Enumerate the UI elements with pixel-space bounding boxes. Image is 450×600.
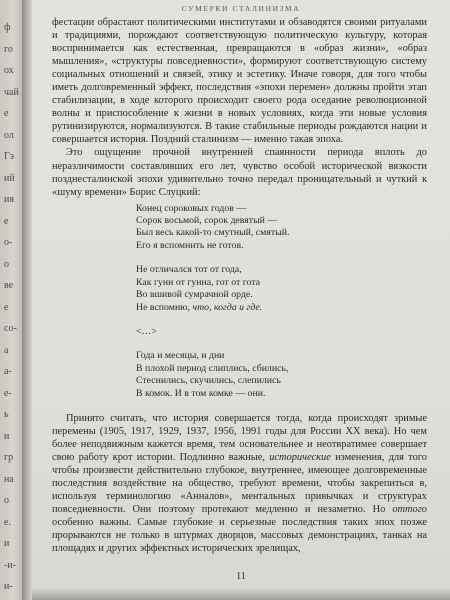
poem-italic-text: что, когда и где. [192, 301, 263, 313]
left-page-fragment: а- [4, 366, 12, 377]
book-page [32, 0, 450, 600]
italic-text: исторические [269, 452, 331, 464]
poem-line: Не отличался тот от года, [136, 264, 242, 276]
left-page-fragment: о [4, 258, 9, 270]
italic-text: оттого [392, 504, 427, 516]
poem-line-text: Не вспомню, [136, 301, 193, 313]
left-page-fragment: ий [4, 172, 15, 184]
paragraph-3 [52, 412, 427, 556]
left-page-fragment: и- [4, 581, 13, 592]
page-shadow [32, 588, 450, 600]
paragraph-3-text: Принято считать, что история совершается тогда, когда происходят зримые перемены (1905, 1917, 1929, 1937, 1956, 1991 годы для России XX века). Но чем более неподвижным кажется время, тем основательнее и неотвратимее совершает свою работу крот истории. Подлинно важные, [52, 412, 427, 464]
running-head: СУМЕРКИ СТАЛИНИЗМА [181, 4, 301, 13]
poem-line: Конец сороковых годов — [136, 202, 247, 214]
left-page-fragment: и [4, 538, 10, 549]
left-page-fragment: е [4, 215, 9, 227]
paragraph-3-text: изменения, для того чтобы произвести действительно глубокое, внутреннее, имеющее долговременные последствия воздействие на общество, требуют времени, чтобы закрепиться в, используя терминологию «Анналов», ментальных привычках и структурах повседневности. Они поэтому протекают медленно и незаметно. Но [52, 452, 427, 516]
poem-stanza-3 [136, 350, 427, 400]
left-page-fragment: о- [4, 237, 13, 248]
left-page-fragment: ве [4, 280, 14, 291]
left-page-fragment: гр [4, 452, 14, 463]
left-page-fragment: со- [4, 323, 17, 334]
body-text [52, 16, 427, 555]
paragraph-1: фестации обрастают политическими институтами и обзаводятся своими ритуалами и традициями, порождают соответствующую политическую культуру, которая воспринимается как естественная, превращаются в «образ жизни», «образ мышления», «структуры повседневности», формируют соответствующую систему социальных отношений и связей, этику и эстетику. Иначе говоря, для того чтобы иметь долговременный эффект, последствия «эпохи перемен» должны пройти этап стабилизации, в ходе которого происходит своего рода оседание революционной волны и приспособление к жизни в новых условиях, когда эти новые условия рутинизируются, нормализуются. В такие стабильные периоды рождаются нации и совершается история. Поздний сталинизм — именно такая эпоха. [52, 17, 427, 146]
left-page-edge [0, 0, 22, 600]
left-page-fragment: ь [4, 409, 9, 420]
left-page-fragment: и [4, 430, 10, 442]
poem-line: Как гунн от гунна, гот от гота [136, 276, 261, 288]
left-page-fragment: ия [4, 194, 14, 205]
poem-line: Во вшивой сумрачной орде. [136, 289, 253, 301]
left-page-fragment: ф [4, 22, 11, 33]
poem-line: Сорок восьмой, сорок девятый — [136, 215, 278, 227]
book-gutter [22, 0, 32, 600]
left-page-fragment: на [4, 473, 14, 485]
poem-line: Года и месяцы, и дни [136, 350, 225, 362]
left-page-fragment: Гэ [4, 151, 15, 162]
poem-line: Его я вспомнить не готов. [136, 239, 244, 251]
poem-line: Стеснились, скучились, слепились [136, 375, 281, 387]
poem-ellipsis: <…> [136, 325, 157, 337]
left-page-fragment: го [4, 43, 13, 55]
paragraph-2: Это ощущение прочной внутренней спаянности периода вплоть до неразличимости составлявших его лет, чувство особой исторической вязкости позднесталинской эпохи удивительно точно передал проницательный и чуткий к «шуму времени» Борис Слуцкий: [52, 147, 427, 198]
left-page-fragment: ох [4, 65, 14, 76]
poem-line: Был весь какой-то смутный, смятый. [136, 227, 290, 239]
paragraph-3-text: особенно важны. Самые глубокие и серьезные последствия таких эпох позже прорываются не только в штурмах дворцов, массовых демонстрациях, танках на площадях и других эффектных исторических зрелищах, [52, 517, 427, 555]
poem-line [136, 302, 427, 314]
left-page-fragment: е. [4, 516, 11, 528]
poem-stanza-1 [136, 203, 427, 253]
left-page-fragment: -и- [4, 559, 17, 571]
left-page-fragment: е- [4, 387, 12, 399]
poem-line: В комок. И в том комке — они. [136, 387, 266, 399]
left-page-fragment: е [4, 108, 9, 119]
poem-line: В плохой период слиплись, сбились, [136, 362, 289, 374]
left-page-fragment: е [4, 301, 9, 313]
page-number: 11 [236, 571, 246, 582]
left-page-fragment: о [4, 495, 9, 506]
left-page-fragment: чай [4, 86, 19, 98]
poem-stanza-2 [136, 264, 427, 314]
left-page-fragment: а [4, 344, 9, 356]
poem-quote [136, 203, 427, 400]
left-page-fragment: ол [4, 129, 14, 141]
